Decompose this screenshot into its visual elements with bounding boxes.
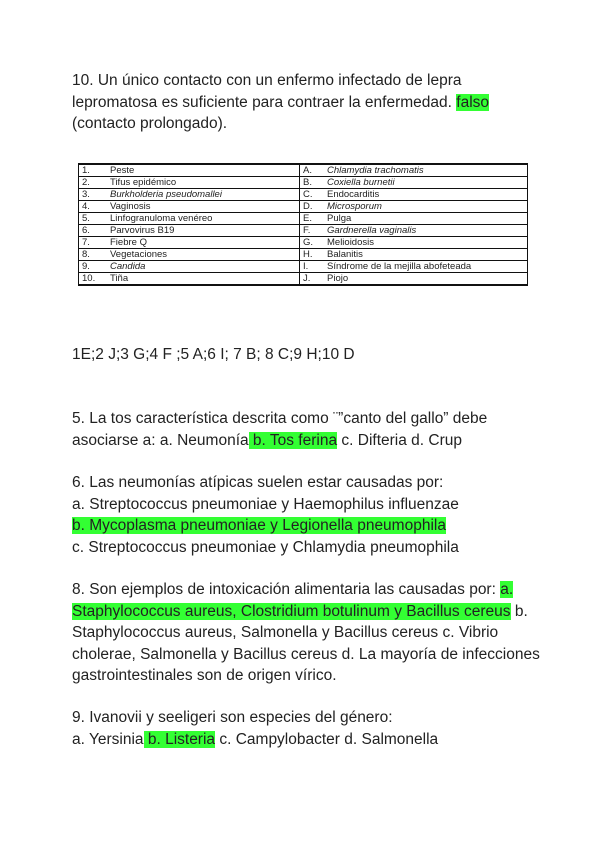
table-row — [79, 249, 528, 261]
row-term: Parvovirus B19 — [107, 225, 300, 237]
row-letter: F. — [300, 225, 325, 237]
table-row — [79, 261, 528, 273]
row-match: Coxiella burnetii — [324, 177, 528, 189]
table-row — [79, 164, 528, 177]
question-9-stem: 9. Ivanovii y seeligeri son especies del género: — [72, 709, 393, 726]
question-6-stem: 6. Las neumonías atípicas suelen estar causadas por: — [72, 474, 444, 491]
row-letter: A. — [300, 164, 325, 177]
row-letter: H. — [300, 249, 325, 261]
question-10-answer: falso — [456, 93, 490, 111]
row-number: 5. — [79, 213, 108, 225]
row-letter: I. — [300, 261, 325, 273]
table-row — [79, 273, 528, 286]
row-match: Piojo — [324, 273, 528, 286]
question-5 — [72, 408, 542, 451]
question-6-option-a: a. Streptococcus pneumoniae y Haemophilus influenzae — [72, 495, 459, 513]
question-6-option-c: c. Streptococcus pneumoniae y Chlamydia pneumophila — [72, 538, 459, 556]
question-8-stem: 8. Son ejemplos de intoxicación alimentaria las causadas por: — [72, 581, 501, 598]
matching-table — [78, 163, 528, 286]
table-row — [79, 177, 528, 189]
table-row — [79, 213, 528, 225]
row-number: 4. — [79, 201, 108, 213]
row-match: Microsporum — [324, 201, 528, 213]
row-term: Candida — [107, 261, 300, 273]
row-term: Fiebre Q — [107, 237, 300, 249]
question-6-answer: b. Mycoplasma pneumoniae y Legionella pneumophila — [72, 517, 446, 534]
row-match: Endocarditis — [324, 189, 528, 201]
row-number: 10. — [79, 273, 108, 286]
question-10 — [72, 70, 542, 135]
row-number: 6. — [79, 225, 108, 237]
row-term: Vaginosis — [107, 201, 300, 213]
row-letter: B. — [300, 177, 325, 189]
row-term: Burkholderia pseudomallei — [107, 189, 300, 201]
row-match: Síndrome de la mejilla abofeteada — [324, 261, 528, 273]
question-5-stem: 5. La tos característica descrita como ¨”canto del gallo” debe asociarse a: a. Neumonía — [72, 410, 488, 449]
row-match: Gardnerella vaginalis — [324, 225, 528, 237]
row-term: Vegetaciones — [107, 249, 300, 261]
question-10-text: 10. Un único contacto con un enfermo infectado de lepra lepromatosa es suficiente para contraer la enfermedad. — [72, 72, 462, 111]
row-letter: D. — [300, 201, 325, 213]
row-number: 3. — [79, 189, 108, 201]
question-8-answer: a. Staphylococcus aureus, Clostridium botulinum y Bacillus cereus — [72, 581, 514, 620]
table-row — [79, 189, 528, 201]
answers-line: 1E;2 J;3 G;4 F ;5 A;6 I; 7 B; 8 C;9 H;10 D — [72, 346, 355, 363]
row-term: Peste — [107, 164, 300, 177]
row-letter: J. — [300, 273, 325, 286]
table-row — [79, 201, 528, 213]
row-term: Tiña — [107, 273, 300, 286]
row-match: Balanitis — [324, 249, 528, 261]
question-9-option-a: a. Yersinia — [72, 730, 144, 748]
question-9-answer: b. Listeria — [143, 730, 216, 748]
row-letter: G. — [300, 237, 325, 249]
row-term: Tifus epidémico — [107, 177, 300, 189]
row-number: 2. — [79, 177, 108, 189]
table-row — [79, 237, 528, 249]
question-9-rest: c. Campylobacter d. Salmonella — [215, 730, 439, 748]
row-letter: C. — [300, 189, 325, 201]
question-8 — [72, 579, 542, 687]
row-number: 7. — [79, 237, 108, 249]
question-5-answer: b. Tos ferina — [248, 431, 338, 449]
row-match: Pulga — [324, 213, 528, 225]
row-match: Chlamydia trachomatis — [324, 164, 528, 177]
question-10-note: (contacto prolongado). — [72, 115, 228, 132]
question-9 — [72, 707, 542, 750]
row-letter: E. — [300, 213, 325, 225]
row-match: Melioidosis — [324, 237, 528, 249]
row-number: 8. — [79, 249, 108, 261]
row-number: 9. — [79, 261, 108, 273]
question-6 — [72, 472, 542, 558]
question-5-rest: c. Difteria d. Crup — [337, 431, 462, 449]
row-number: 1. — [79, 164, 108, 177]
table-row — [79, 225, 528, 237]
question-8-rest: b. Staphylococcus aureus, Salmonella y Bacillus cereus c. Vibrio cholerae, Salmonella y Bacillus cereus d. La mayoría de infecciones gastrointestinales son de origen vírico. — [72, 602, 540, 684]
row-term: Linfogranuloma venéreo — [107, 213, 300, 225]
